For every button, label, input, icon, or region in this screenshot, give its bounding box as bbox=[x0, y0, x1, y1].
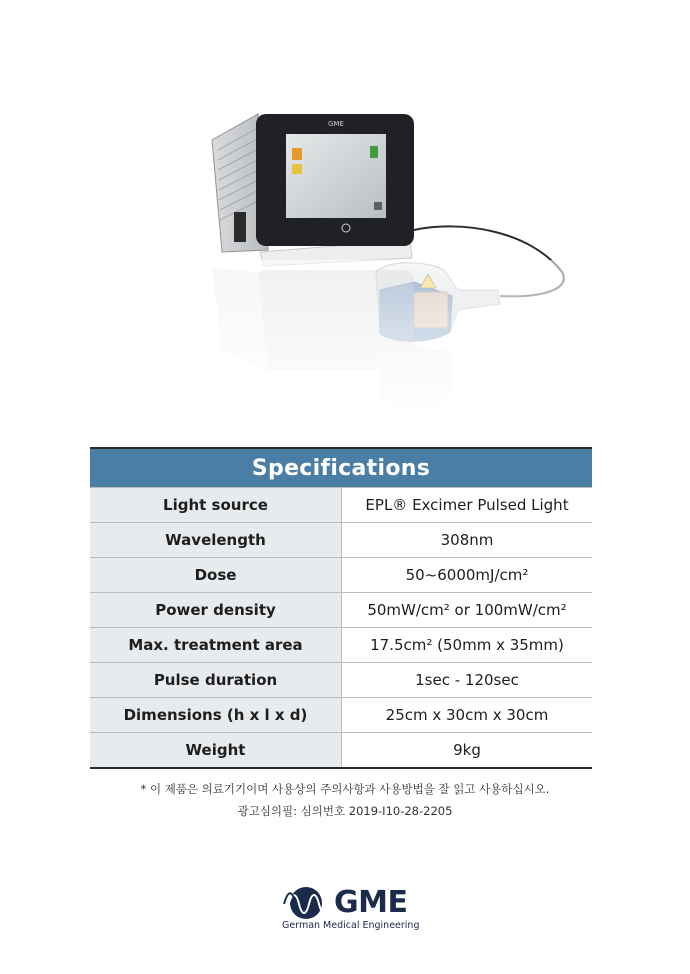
spec-value: 9kg bbox=[342, 733, 592, 767]
specifications-table bbox=[90, 447, 592, 769]
spec-label: Dimensions (h x l x d) bbox=[90, 698, 342, 732]
ad-review-number: 광고심의필: 심의번호 2019-I10-28-2205 bbox=[237, 804, 453, 818]
table-row bbox=[90, 592, 592, 627]
table-row bbox=[90, 627, 592, 662]
excimer-device-illustration bbox=[200, 100, 580, 420]
product-image bbox=[200, 100, 580, 420]
table-row bbox=[90, 487, 592, 522]
gme-wave-icon bbox=[282, 886, 332, 920]
spec-label: Weight bbox=[90, 733, 342, 767]
table-row bbox=[90, 522, 592, 557]
spec-label: Light source bbox=[90, 488, 342, 522]
medical-device-caution: * 이 제품은 의료기기이며 사용상의 주의사항과 사용방법을 잘 읽고 사용하십시오. bbox=[140, 782, 550, 796]
spec-label: Max. treatment area bbox=[90, 628, 342, 662]
spec-value: 308nm bbox=[342, 523, 592, 557]
table-row bbox=[90, 697, 592, 732]
spec-value: 50~6000mJ/cm² bbox=[342, 558, 592, 592]
spec-label: Power density bbox=[90, 593, 342, 627]
screen-brand-text: GME bbox=[328, 120, 344, 128]
table-row bbox=[90, 557, 592, 592]
logo-tagline: German Medical Engineering bbox=[282, 920, 420, 931]
spec-value: EPL® Excimer Pulsed Light bbox=[342, 488, 592, 522]
logo-wordmark: GME bbox=[334, 885, 408, 920]
spec-label: Dose bbox=[90, 558, 342, 592]
table-row bbox=[90, 732, 592, 767]
spec-value: 17.5cm² (50mm x 35mm) bbox=[342, 628, 592, 662]
spec-value: 1sec - 120sec bbox=[342, 663, 592, 697]
spec-value: 50mW/cm² or 100mW/cm² bbox=[342, 593, 592, 627]
spec-label: Pulse duration bbox=[90, 663, 342, 697]
table-row bbox=[90, 662, 592, 697]
gme-logo bbox=[282, 882, 420, 942]
spec-label: Wavelength bbox=[90, 523, 342, 557]
spec-value: 25cm x 30cm x 30cm bbox=[342, 698, 592, 732]
specifications-title: Specifications bbox=[90, 449, 592, 487]
